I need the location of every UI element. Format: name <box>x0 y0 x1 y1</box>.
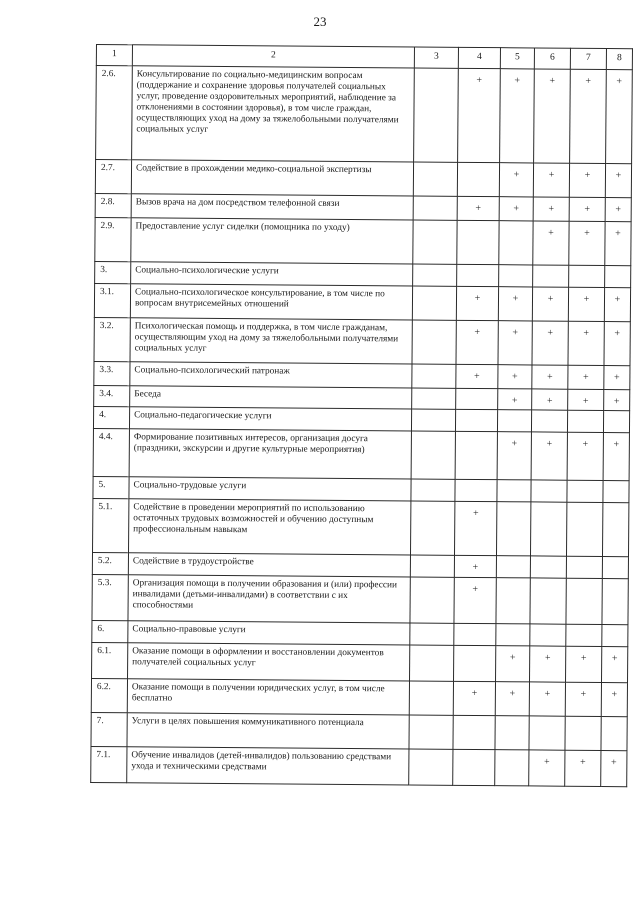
table-row <box>95 217 631 265</box>
availability-mark: + <box>456 286 498 320</box>
service-name: Беседа <box>130 386 412 409</box>
row-number: 5.1. <box>93 498 129 552</box>
availability-mark <box>454 623 496 645</box>
availability-mark <box>453 715 495 749</box>
availability-mark: + <box>604 322 630 366</box>
availability-mark <box>495 716 529 750</box>
availability-mark: + <box>456 320 498 364</box>
availability-mark <box>602 502 628 556</box>
availability-mark: + <box>458 68 501 162</box>
row-number: 2.6. <box>96 66 133 160</box>
availability-mark <box>497 410 531 432</box>
services-table-body <box>91 45 633 787</box>
availability-mark <box>456 388 498 409</box>
availability-mark: + <box>565 750 601 786</box>
availability-mark: + <box>565 682 601 716</box>
table-row <box>96 66 633 164</box>
row-number: 6.1. <box>92 642 128 678</box>
availability-mark: + <box>532 321 568 365</box>
service-name: Организация помощи в получении образования и (или) профессии инвалидами (детьми-инвалидами) в соответствии с их способностями <box>128 575 410 623</box>
availability-mark: + <box>605 164 631 198</box>
row-number: 7.1. <box>91 746 127 782</box>
availability-mark: + <box>601 750 627 786</box>
availability-mark <box>410 501 454 555</box>
availability-mark: + <box>570 69 607 163</box>
availability-mark <box>566 578 602 624</box>
availability-mark <box>602 578 628 624</box>
availability-mark <box>565 716 601 750</box>
row-number: 3.3. <box>94 361 130 385</box>
availability-mark <box>566 556 602 578</box>
service-name: Социально-трудовые услуги <box>129 477 411 501</box>
column-header: 1 <box>96 45 132 66</box>
availability-mark <box>496 556 530 578</box>
row-number: 2.9. <box>95 217 131 261</box>
row-number: 3. <box>95 261 131 283</box>
availability-mark <box>410 645 454 681</box>
service-name: Формирование позитивных интересов, организация досуга (праздники, экскурсии и другие культурные мероприятия) <box>129 429 411 479</box>
availability-mark <box>566 624 602 646</box>
availability-mark: + <box>529 682 565 716</box>
availability-mark: + <box>604 389 630 410</box>
availability-mark <box>531 410 567 432</box>
column-header: 3 <box>414 47 458 68</box>
availability-mark: + <box>532 365 568 389</box>
service-name: Вызов врача на дом посредством телефонной связи <box>131 194 413 220</box>
availability-mark: + <box>454 555 496 577</box>
availability-mark: + <box>533 221 569 265</box>
availability-mark <box>569 265 605 287</box>
row-number: 2.8. <box>95 193 131 217</box>
availability-mark <box>409 681 453 715</box>
availability-mark: + <box>533 163 569 197</box>
service-name: Обучение инвалидов (детей-инвалидов) пользованию средствами ухода и техническими средствами <box>127 747 409 785</box>
availability-mark <box>412 364 456 388</box>
table-row <box>91 712 627 750</box>
availability-mark: + <box>566 646 602 682</box>
row-number: 7. <box>91 712 127 746</box>
availability-mark: + <box>453 681 495 715</box>
availability-mark <box>413 162 457 196</box>
availability-mark <box>603 480 629 502</box>
availability-mark: + <box>497 432 531 480</box>
availability-mark: + <box>568 389 604 410</box>
availability-mark <box>533 265 569 287</box>
availability-mark <box>495 750 529 786</box>
row-number: 3.1. <box>94 283 130 317</box>
availability-mark: + <box>602 646 628 682</box>
availability-mark <box>410 577 454 623</box>
row-number: 3.4. <box>94 385 130 406</box>
row-number: 3.2. <box>94 317 130 361</box>
service-name: Социально-психологический патронаж <box>130 362 412 388</box>
availability-mark: + <box>568 365 604 389</box>
availability-mark: + <box>567 432 603 480</box>
availability-mark <box>603 410 629 432</box>
availability-mark: + <box>456 364 498 388</box>
availability-mark: + <box>531 432 567 480</box>
column-header: 5 <box>500 48 534 69</box>
availability-mark <box>454 645 496 681</box>
availability-mark <box>457 220 499 264</box>
availability-mark: + <box>534 69 571 163</box>
availability-mark <box>499 265 533 287</box>
availability-mark <box>457 162 499 196</box>
availability-mark <box>601 716 627 750</box>
service-name: Психологическая помощь и поддержка, в том числе гражданам, осуществляющим уход на дому за тяжелобольными получателями социальных услуг <box>130 318 412 364</box>
availability-mark <box>413 196 457 220</box>
row-number: 4. <box>93 406 129 428</box>
availability-mark: + <box>530 646 566 682</box>
column-header: 7 <box>570 48 606 69</box>
row-number: 2.7. <box>95 160 131 194</box>
column-header: 2 <box>132 45 414 68</box>
availability-mark <box>496 502 530 556</box>
availability-mark <box>602 556 628 578</box>
service-name: Оказание помощи в получении юридических услуг, в том числе бесплатно <box>127 679 409 715</box>
availability-mark <box>496 578 530 624</box>
availability-mark: + <box>454 501 496 555</box>
availability-mark <box>602 624 628 646</box>
availability-mark <box>530 578 566 624</box>
availability-mark: + <box>498 287 532 321</box>
availability-mark: + <box>457 196 499 220</box>
availability-mark: + <box>499 163 533 197</box>
table-row <box>94 283 630 321</box>
service-name: Оказание помощи в оформлении и восстановлении документов получателей социальных услуг <box>128 643 410 681</box>
availability-mark <box>411 409 455 431</box>
services-table <box>90 44 633 787</box>
availability-mark: + <box>498 389 532 410</box>
availability-mark <box>414 68 459 162</box>
availability-mark: + <box>454 577 496 623</box>
availability-mark <box>566 502 602 556</box>
service-name: Содействие в трудоустройстве <box>128 553 410 577</box>
availability-mark <box>411 431 455 479</box>
table-row <box>94 317 630 365</box>
availability-mark: + <box>604 365 630 389</box>
availability-mark: + <box>498 321 532 365</box>
availability-mark: + <box>568 287 604 321</box>
availability-mark <box>455 431 497 479</box>
availability-mark <box>412 286 456 320</box>
availability-mark: + <box>569 163 605 197</box>
service-name: Консультирование по социально-медицинским вопросам (поддержание и сохранение здоровья получателей социальных услуг, проведение оздоровительных мероприятий, наблюдение за отклонениями в состоянии здоровья), в том числе граждан, осуществляющих уход на дому за тяжелобольными получателями социальных услуг <box>132 66 415 162</box>
availability-mark <box>409 715 453 749</box>
availability-mark <box>413 220 457 264</box>
availability-mark <box>530 502 566 556</box>
availability-mark: + <box>495 682 529 716</box>
row-number: 5.2. <box>92 552 128 574</box>
service-name: Социально-педагогические услуги <box>129 407 411 431</box>
table-row <box>93 428 629 480</box>
availability-mark: + <box>568 321 604 365</box>
service-name: Услуги в целях повышения коммуникативного потенциала <box>127 713 409 749</box>
availability-mark <box>496 624 530 646</box>
availability-mark <box>409 749 453 785</box>
availability-mark <box>412 388 456 409</box>
availability-mark <box>411 479 455 501</box>
table-row <box>92 574 628 624</box>
availability-mark <box>497 480 531 502</box>
row-number: 5. <box>93 476 129 498</box>
availability-mark <box>455 479 497 501</box>
availability-mark: + <box>500 69 535 163</box>
availability-mark: + <box>499 197 533 221</box>
availability-mark: + <box>605 222 631 266</box>
availability-mark: + <box>496 646 530 682</box>
row-number: 4.4. <box>93 428 129 476</box>
availability-mark <box>410 623 454 645</box>
availability-mark: + <box>606 70 633 164</box>
availability-mark: + <box>569 197 605 221</box>
service-name: Содействие в прохождении медико-социальной экспертизы <box>131 160 413 196</box>
availability-mark <box>530 556 566 578</box>
availability-mark <box>410 555 454 577</box>
availability-mark <box>499 221 533 265</box>
availability-mark <box>413 264 457 286</box>
table-row <box>95 160 631 198</box>
table-row <box>92 642 628 682</box>
service-name: Социально-психологическое консультирование, в том числе по вопросам внутрисемейных отношений <box>130 284 412 320</box>
availability-mark <box>567 480 603 502</box>
service-name: Социально-психологические услуги <box>131 262 413 286</box>
availability-mark <box>605 266 631 288</box>
availability-mark: + <box>604 288 630 322</box>
availability-mark: + <box>533 197 569 221</box>
availability-mark: + <box>498 365 532 389</box>
availability-mark: + <box>532 287 568 321</box>
service-name: Содействие в проведении мероприятий по использованию остаточных трудовых возможностей и обучению доступным профессиональным навыкам <box>129 499 411 555</box>
column-header: 4 <box>458 47 500 68</box>
page-number: 23 <box>313 14 327 29</box>
availability-mark <box>457 264 499 286</box>
availability-mark: + <box>569 221 605 265</box>
availability-mark <box>567 410 603 432</box>
availability-mark: + <box>603 432 629 480</box>
availability-mark: + <box>601 682 627 716</box>
table-row <box>91 678 627 716</box>
service-name: Социально-правовые услуги <box>128 621 410 645</box>
table-row <box>91 746 627 786</box>
availability-mark: + <box>532 389 568 410</box>
availability-mark: + <box>529 750 565 786</box>
availability-mark <box>455 409 497 431</box>
availability-mark: + <box>605 198 631 222</box>
table-row <box>93 498 629 556</box>
row-number: 6. <box>92 620 128 642</box>
availability-mark <box>529 716 565 750</box>
availability-mark <box>531 480 567 502</box>
column-header: 6 <box>534 48 570 69</box>
availability-mark <box>530 624 566 646</box>
availability-mark <box>453 749 495 785</box>
row-number: 6.2. <box>91 678 127 712</box>
availability-mark <box>412 320 456 364</box>
column-header: 8 <box>606 49 632 70</box>
row-number: 5.3. <box>92 574 128 620</box>
service-name: Предоставление услуг сиделки (помощника по уходу) <box>131 218 413 264</box>
